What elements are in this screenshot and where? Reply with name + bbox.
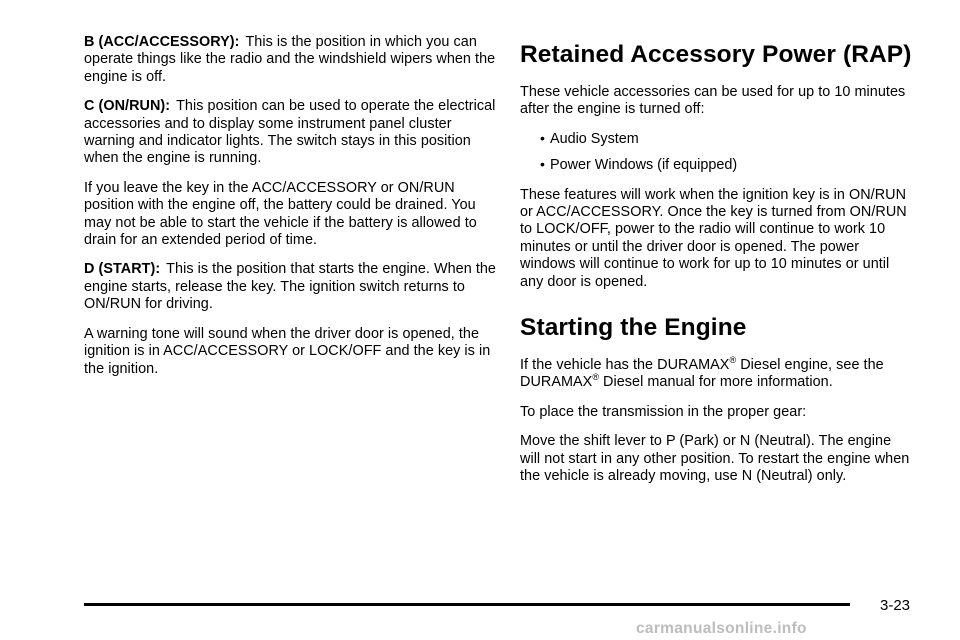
position-b-text: This is the position in which you can operate things like the radio and the windshield wipers when the engine is off. xyxy=(84,34,496,85)
position-c-term: C (ON/RUN): xyxy=(84,98,171,115)
rap-intro: These vehicle accessories can be used for up to 10 minutes after the engine is turned off: xyxy=(520,84,906,118)
list-item-text: Power Windows (if equipped) xyxy=(550,157,738,174)
ignition-position-b xyxy=(84,34,496,86)
watermark: carmanualsonline.info xyxy=(636,620,807,637)
footer-rule xyxy=(84,603,850,606)
position-d-term: D (START): xyxy=(84,261,161,278)
starting-engine-heading: Starting the Engine xyxy=(520,314,747,342)
duramax-text-c: Diesel manual for more information. xyxy=(599,374,833,391)
duramax-text-b: Diesel engine, see the DURAMAX xyxy=(520,357,884,391)
position-c-text: This position can be used to operate the electrical accessories and to display some instrument panel cluster warning and indicator lights. The switch stays in this position when the engine is running. xyxy=(84,98,496,167)
bullet-icon: • xyxy=(540,156,545,173)
warning-tone-paragraph: A warning tone will sound when the driver door is opened, the ignition is in ACC/ACCESSORY or LOCK/OFF and the key is in the ignition. xyxy=(84,325,491,377)
rap-accessory-list xyxy=(520,131,912,175)
transmission-intro: To place the transmission in the proper gear: xyxy=(520,403,807,420)
list-item-text: Audio System xyxy=(550,130,639,147)
position-d-text: This is the position that starts the engine. When the engine starts, release the key. The ignition switch returns to ON/RUN for driving. xyxy=(84,261,496,313)
duramax-paragraph xyxy=(520,357,912,392)
list-item xyxy=(520,157,912,174)
rap-heading: Retained Accessory Power (RAP) xyxy=(520,41,912,68)
position-b-term: B (ACC/ACCESSORY): xyxy=(84,34,240,50)
list-item xyxy=(520,131,912,148)
duramax-text-a: If the vehicle has the DURAMAX xyxy=(520,357,730,374)
right-column xyxy=(520,40,912,498)
registered-mark: ® xyxy=(729,355,737,366)
registered-mark: ® xyxy=(592,372,599,383)
ignition-position-d xyxy=(84,261,496,313)
left-column xyxy=(84,34,496,390)
rap-body: These features will work when the ignition key is in ON/RUN or ACC/ACCESSORY. Once the key is turned from ON/RUN to LOCK/OFF, power to the radio will continue to work 10 minutes or until the driver door is opened. The power windows will continue to work for up to 10 minutes or until any door is opened. xyxy=(520,186,907,290)
bullet-icon: • xyxy=(540,129,545,146)
ignition-position-c xyxy=(84,98,496,168)
battery-drain-paragraph: If you leave the key in the ACC/ACCESSORY or ON/RUN position with the engine off, the battery could be drained. You may not be able to start the vehicle if the battery is allowed to drain for an extended period of time. xyxy=(84,179,477,249)
shift-lever-paragraph: Move the shift lever to P (Park) or N (Neutral). The engine will not start in any other position. To restart the engine when the vehicle is already moving, use N (Neutral) only. xyxy=(520,433,910,485)
page-number: 3-23 xyxy=(880,597,911,614)
